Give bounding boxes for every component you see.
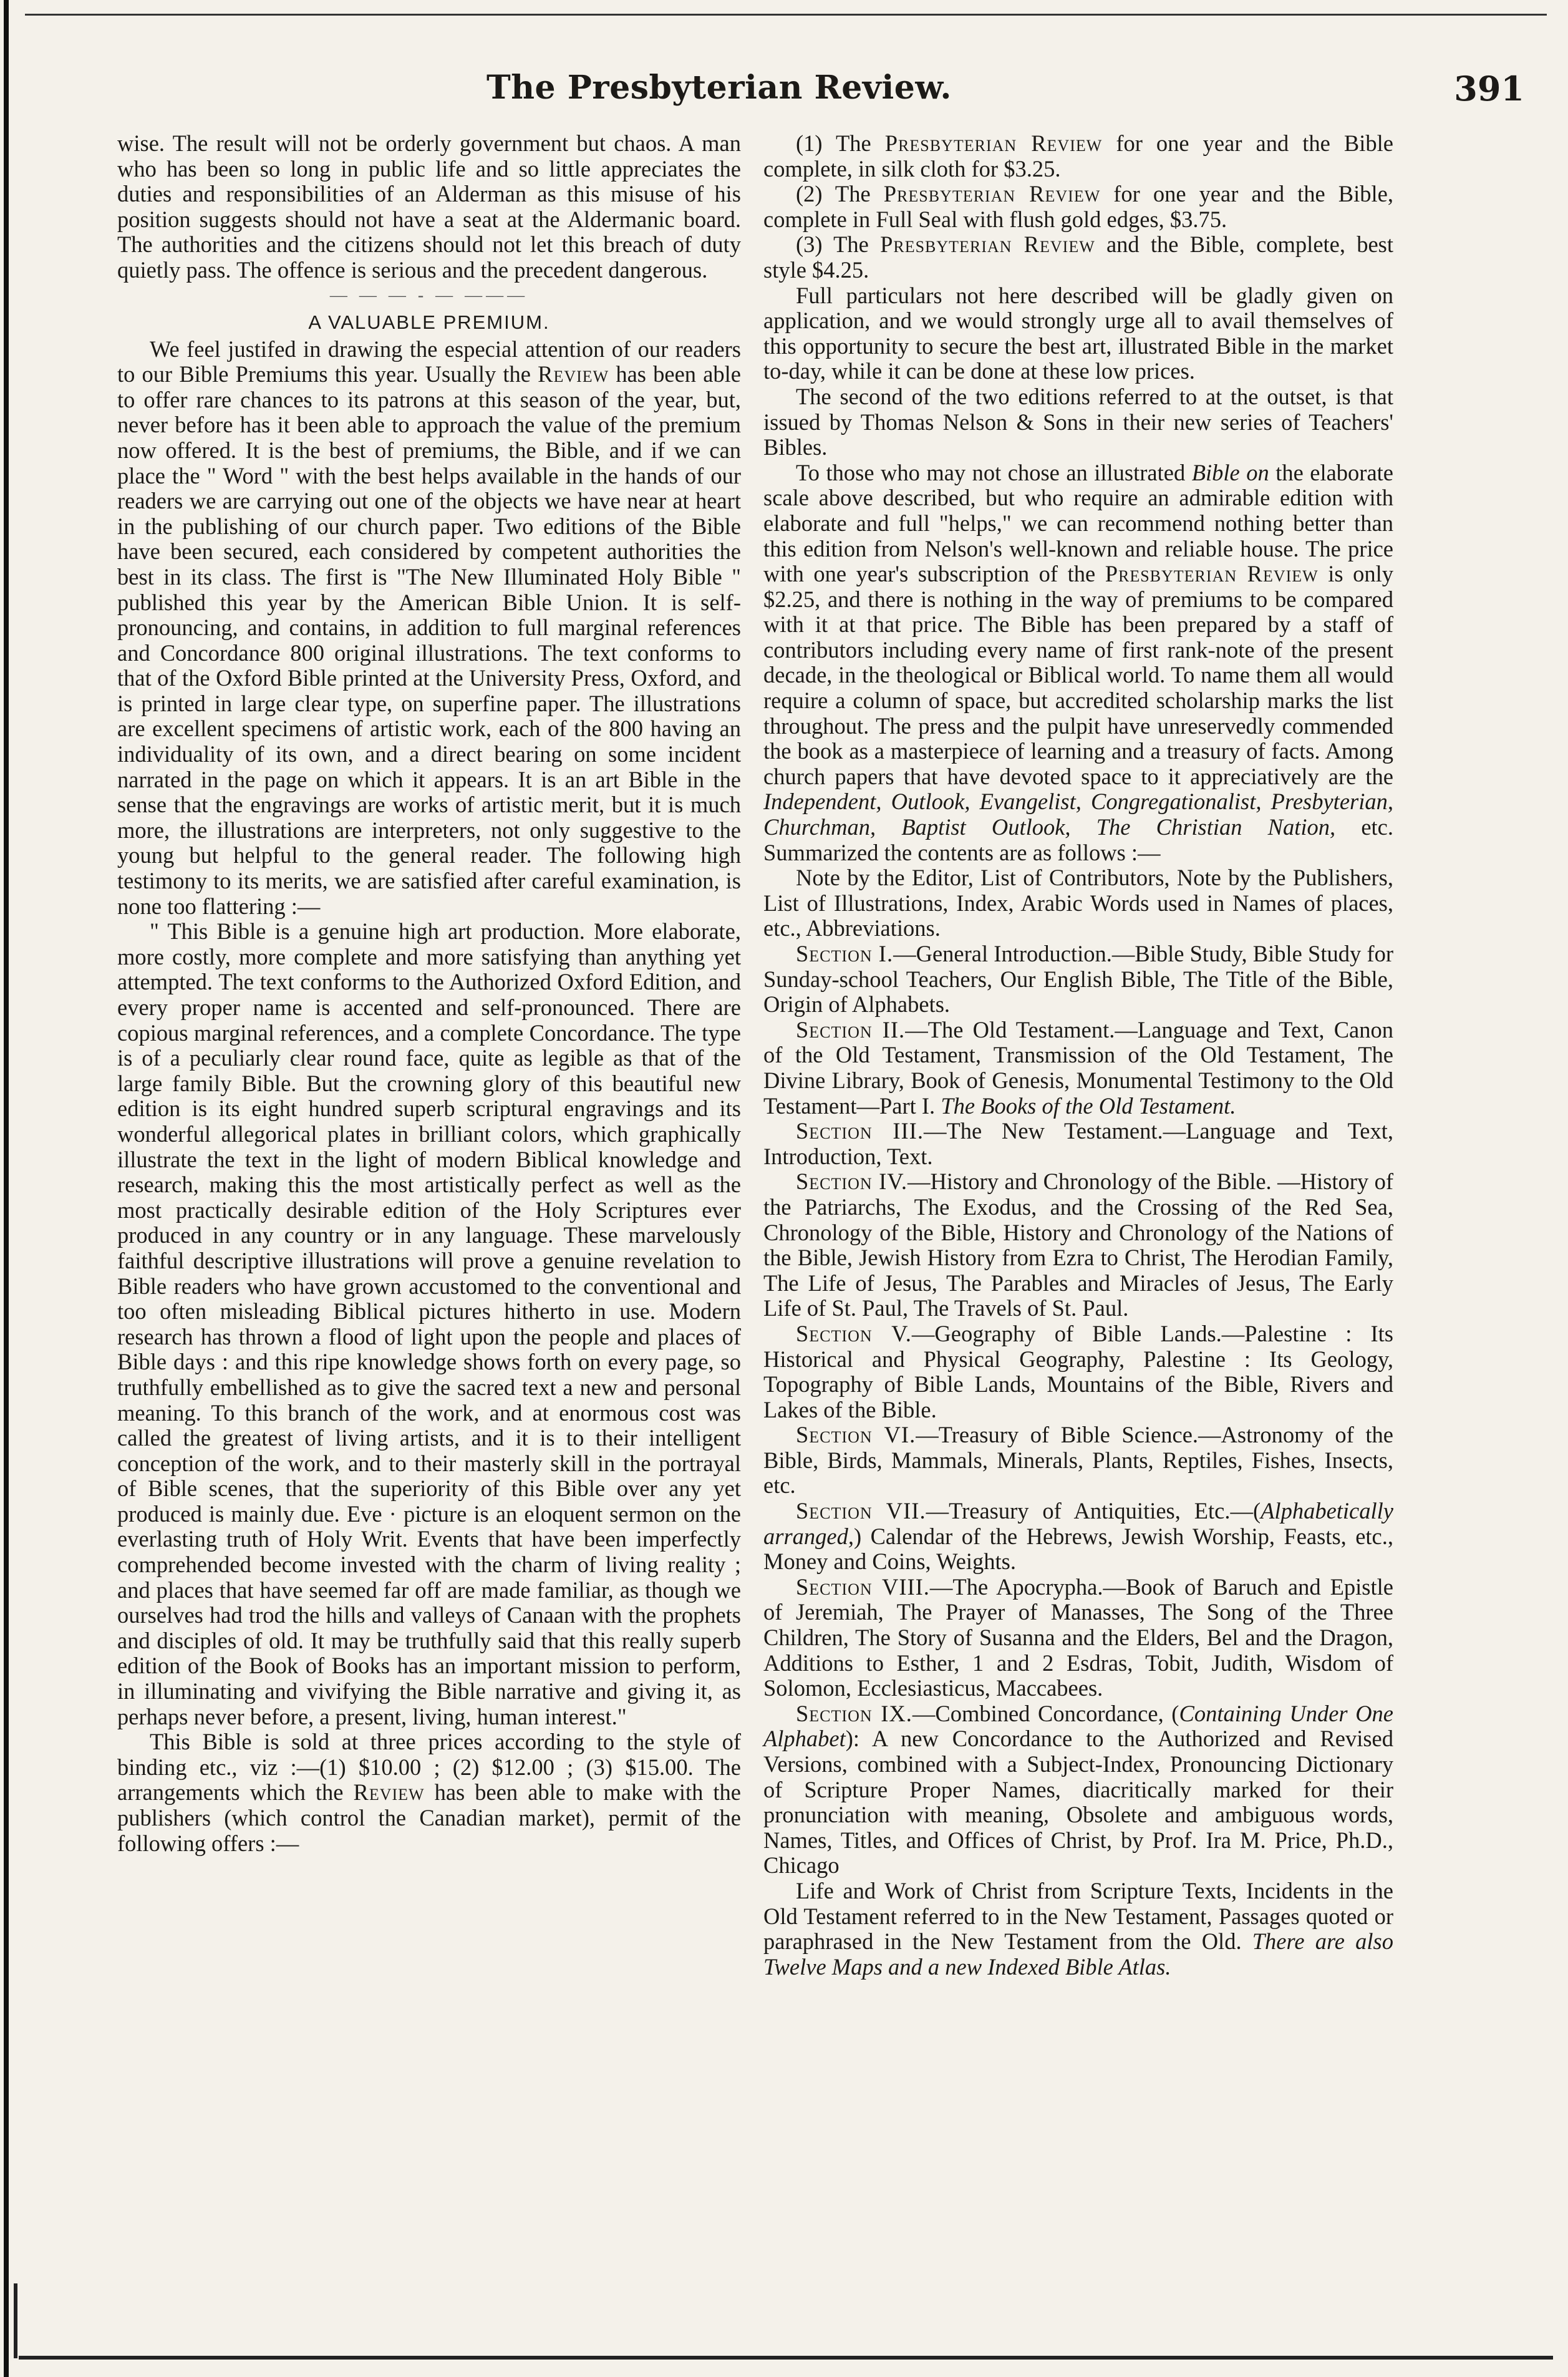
paragraph-second-edition: The second of the two editions referred to at the outset, is that issued by Thomas Nelson & Sons in their new series of Teachers' Bibles.	[763, 383, 1393, 460]
section-label: Section V.	[796, 1320, 912, 1346]
italic-run: There are also Twelve Maps and a new Indexed Bible Atlas.	[763, 1928, 1393, 1980]
section-label: Section I.	[796, 941, 894, 966]
header-rule	[25, 14, 1547, 16]
section-label: Section VI.	[796, 1422, 916, 1448]
text-run: (3) The	[796, 231, 881, 258]
section-9	[763, 1701, 1393, 1879]
presbyterian-review-small-caps: Presbyterian Review	[883, 181, 1101, 207]
presbyterian-review-small-caps: Presbyterian Review	[884, 130, 1103, 156]
text-run: To those who may not chose an illustrated	[796, 459, 1192, 485]
section-8	[763, 1575, 1393, 1701]
section-heading: A VALUABLE PREMIUM.	[308, 311, 550, 333]
section-text: —General Introduction.—Bible Study, Bible Study for Sunday-school Teachers, Our English Bible, The Title of the Bible, Origin of Alphabets.	[763, 941, 1393, 1018]
text-run: (2) The	[796, 181, 884, 207]
text-run: We feel justifed in drawing the especial attention of our readers to our Bible Premiums this year. Usually the	[117, 336, 741, 387]
italic-run: Bible on	[1191, 459, 1269, 485]
section-text: —The Apocrypha.—Book of Baruch and Epistle of Jeremiah, The Prayer of Manasses, The Song of the Three Children, The Story of Susanna and the Elders, Bel and the Dragon, Additions to Esther, 1 and 2 Esdras, Tobit, Judith, Wisdom of Solomon, Ecclesiasticus, Maccabees.	[763, 1573, 1393, 1701]
text-run: has been able to make with the publishers (which control the Canadian market), permit of the following offers :—	[117, 1779, 741, 1856]
italic-run: Containing Under One Alphabet	[763, 1700, 1393, 1752]
corner-mark	[14, 2283, 17, 2358]
offer-1	[763, 131, 1393, 182]
section-label: Section IV.	[796, 1169, 908, 1195]
text-run: etc. Summarized the contents are as follows :—	[763, 814, 1394, 865]
paragraph-testimony-quote: " This Bible is a genuine high art production. More elaborate, more costly, more complete and more satisfying than anything yet attempted. The text conforms to the Authorized Oxford Edition, and every proper name is accented and self-pronounced. There are copious marginal references, and a complete Concordance. The type is of a peculiarly clear round face, quite as legible as that of the large family Bible. But the crowning glory of this beautiful new edition is its eight hundred superb scriptural engravings and its wonderful allegorical plates in brilliant colors, which graphically illustrate the text in the light of modern Biblical knowledge and research, making this the most artistically perfect as well as the most practically desirable edition of the Holy Scriptures ever produced in any country or in any language. These marvelously faithful descriptive illustrations will prove a genuine revelation to Bible readers who have grown accustomed to the conventional and too often misleading Biblical pictures hitherto in use. Modern research has thrown a flood of light upon the people and places of Bible days : and this ripe knowledge shows forth on every page, so truthfully embellished as to give the sacred text a new and personal meaning. To this branch of the work, and at enormous cost was called the greatest of living artists, and it is to their intelligent conception of the work, and to their masterly skill in the portrayal of Bible scenes, that the superiority of this Bible over any yet produced is mainly due. Eve · picture is an eloquent sermon on the everlasting truth of Holy Writ. Events that have been imperfectly comprehended become invested with the charm of living reality ; and places that have seemed far off are made familiar, as though we ourselves had trod the hills and valleys of Canaan with the prophets and disciples of old. It may be truthfully said that this really superb edition of the Book of Books has an important mission to perform, in illuminating and vivifying the Bible narrative and giving it, as perhaps never before, a present, living, human interest."	[117, 918, 741, 1729]
presbyterian-review-small-caps: Presbyterian Review	[880, 231, 1095, 258]
section-text: ) Calendar of the Hebrews, Jewish Worship, Feasts, etc., Money and Coins, Weights.	[763, 1523, 1393, 1575]
offer-3	[763, 232, 1393, 283]
text-run: This Bible is sold at three prices according to the style of binding etc., viz :—(1) $10.00 ; (2) $12.00 ; (3) $15.00. The arrangements which the	[117, 1729, 741, 1806]
section-3	[763, 1119, 1393, 1169]
section-label: Section II.	[796, 1016, 906, 1043]
section-label: Section IX.	[796, 1700, 912, 1726]
section-text: —Treasury of Bible Science.—Astronomy of the Bible, Birds, Mammals, Minerals, Plants, Reptiles, Fishes, Insects, etc.	[763, 1422, 1393, 1499]
paragraph-aldermanic: wise. The result will not be orderly government but chaos. A man who has been so long in public life and so little appreciates the duties and responsibilities of an Alderman as this misuse of his position suggests should not have a seat at the Aldermanic board. The authorities and the citizens should not let this breach of duty quietly pass. The offence is serious and the precedent dangerous.	[117, 130, 741, 283]
section-text: —Combined Concordance, (	[912, 1700, 1179, 1726]
section-label: Section VII.	[796, 1498, 926, 1524]
presbyterian-review-small-caps: Presbyterian Review	[1105, 561, 1319, 587]
offer-2	[763, 182, 1393, 232]
text-run: has been able to offer rare chances to its patrons at this season of the year, but, never before has it been able to approach the value of the premium now offered. It is the best of premiums, the Bible, and if we can place the " Word " with the best helps available in the hands of our readers we are carrying out one of the objects we have near at heart in the publishing of our church paper. Two editions of the Bible have been secured, each considered by competent authorities the best in its class. The first is "The New Illuminated Holy Bible " published this year by the American Bible Union. It is self-pronouncing, and contains, in addition to full marginal references and Concordance 800 original illustrations. The text conforms to that of the Oxford Bible printed at the University Press, Oxford, and is printed in large clear type, on superfine paper. The illustrations are excellent specimens of artistic work, each of the 800 having an individuality of its own, and a direct bearing on some incident narrated in the page on which it appears. It is an art Bible in the sense that the engravings are works of artistic merit, but it is much more, the illustrations are interpreters, not only suggestive to the young but helpful to the general reader. The following high testimony to its merits, we are satisfied after careful examination, is none too flattering :—	[117, 361, 741, 919]
text-run: the elaborate scale above described, but who require an admirable edition with elaborate and full "helps," we can recommend nothing better than this edition from Nelson's well-known and reliable house. The price with one year's subscription of the	[763, 459, 1393, 587]
section-5	[763, 1321, 1393, 1422]
right-column	[763, 131, 1393, 1980]
page-number: 391	[1454, 69, 1524, 109]
section-text: —The Old Testament.—Language and Text, Canon of the Old Testament, Transmission of the Old Testament, The Divine Library, Book of Genesis, Monumental Testimony to the Old Testament—Part I.	[763, 1016, 1393, 1119]
section-separator: — — — - — ———	[329, 285, 529, 305]
church-papers-italic: Independent, Outlook, Evangelist, Congregationalist, Presbyterian, Churchman, Baptist Outlook, The Christian Nation,	[763, 789, 1393, 840]
section-label: Section III.	[796, 1118, 924, 1144]
left-column	[117, 131, 741, 1856]
page-binding-edge	[4, 0, 9, 2377]
running-head: The Presbyterian Review.	[486, 69, 952, 107]
text-run: for one year and the Bible, complete in Full Seal with flush gold edges, $3.75.	[763, 181, 1393, 232]
review-small-caps: Review	[538, 361, 609, 387]
paragraph-life-of-christ	[763, 1879, 1393, 1980]
section-text: ): A new Concordance to the Authorized and Revised Versions, combined with a Subject-Index, Pronouncing Dictionary of Scripture Proper Names, diacritically marked for their pronunciation with meaning, Obsolete and ambiguous words, Names, Titles, and Offices of Christ, by Prof. Ira M. Price, Ph.D., Chicago	[763, 1726, 1393, 1879]
text-run: and the Bible, complete, best style $4.25.	[763, 231, 1393, 283]
section-text: —Geography of Bible Lands.—Palestine : Its Historical and Physical Geography, Palestine : Its Geology, Topography of Bible Lands, Mountains of the Bible, Rivers and Lakes of the Bible.	[763, 1320, 1393, 1422]
section-label: Section VIII.	[796, 1573, 930, 1600]
section-7	[763, 1499, 1393, 1575]
text-run: is only $2.25, and there is nothing in the way of premiums to be compared with it at that price. The Bible has been prepared by a staff of contributors including every name of first rank-note of the present decade, in the theological or Biblical world. To name them all would require a column of space, but accredited scholarship marks the list throughout. The press and the pulpit have unreservedly commended the book as a masterpiece of learning and a treasury of facts. Among church papers that have devoted space to it appreciatively are the	[763, 561, 1393, 789]
section-1	[763, 941, 1393, 1018]
italic-run: The Books of the Old Testament.	[941, 1092, 1236, 1119]
text-run: for one year and the Bible complete, in silk cloth for $3.25.	[763, 130, 1393, 182]
text-run: Life and Work of Christ from Scripture Texts, Incidents in the Old Testament referred to in the New Testament, Passages quoted or paraphrased in the New Testament from the Old.	[763, 1877, 1393, 1955]
paragraph-particulars: Full particulars not here described will be gladly given on application, and we would strongly urge all to avail themselves of this opportunity to secure the best art, illustrated Bible in the market to-day, while it can be done at these low prices.	[763, 282, 1393, 384]
text-run: (1) The	[796, 130, 885, 156]
section-text: —History and Chronology of the Bible. —History of the Patriarchs, The Exodus, and the Crossing of the Red Sea, Chronology of the Bible, History and Chronology of the Nations of the Bible, Jewish History from Ezra to Christ, The Herodian Family, The Life of Jesus, The Parables and Miracles of Jesus, The Early Life of St. Paul, The Travels of St. Paul.	[763, 1169, 1393, 1321]
paragraph-premium-intro	[117, 337, 741, 920]
bottom-rule	[19, 2356, 1553, 2360]
section-text: —Treasury of Antiquities, Etc.—(	[926, 1498, 1261, 1524]
section-2	[763, 1018, 1393, 1119]
paragraph-prices	[117, 1729, 741, 1856]
review-small-caps: Review	[353, 1779, 425, 1806]
paragraph-front-matter: Note by the Editor, List of Contributors, Note by the Publishers, List of Illustrations, Index, Arabic Words used in Names of places, etc., Abbreviations.	[763, 865, 1393, 941]
section-4	[763, 1169, 1393, 1321]
section-text: —The New Testament.—Language and Text, Introduction, Text.	[763, 1118, 1393, 1169]
paragraph-nelson	[763, 460, 1393, 866]
italic-run: Alphabetically arranged,	[763, 1498, 1393, 1549]
section-6	[763, 1422, 1393, 1499]
